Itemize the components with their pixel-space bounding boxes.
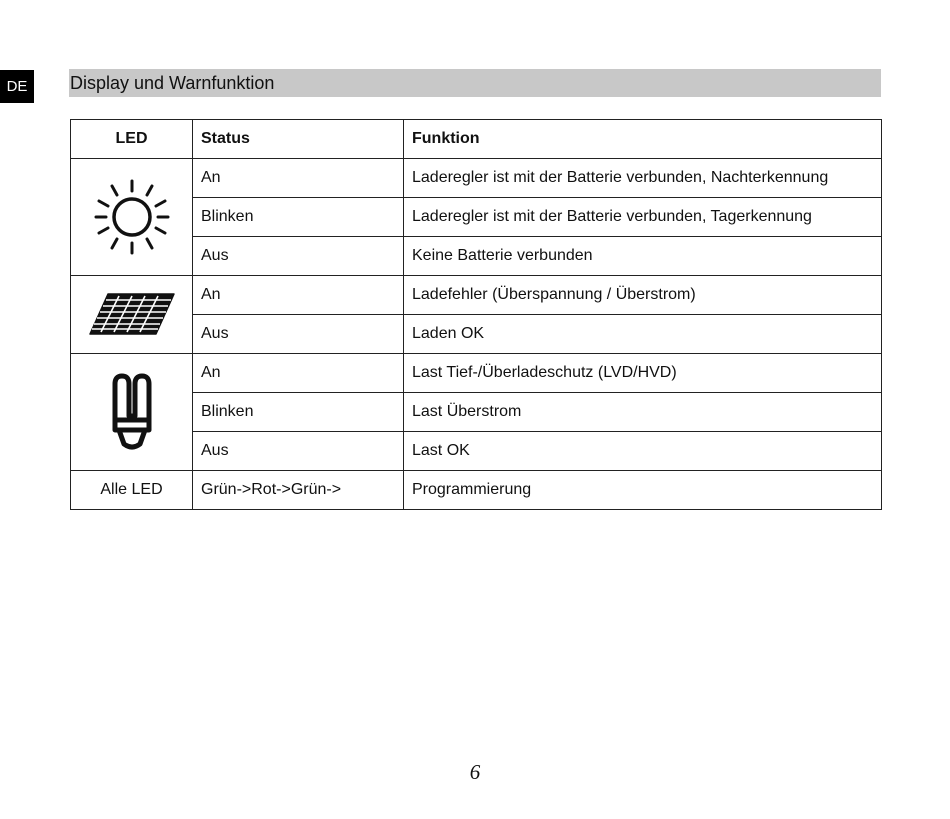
table-row — [71, 159, 882, 198]
status-cell: Aus — [193, 237, 404, 276]
funktion-cell: Laden OK — [404, 315, 882, 354]
table-row — [71, 354, 882, 393]
status-cell: Grün->Rot->Grün-> — [193, 471, 404, 510]
status-cell: Blinken — [193, 198, 404, 237]
status-cell: An — [193, 159, 404, 198]
header-status: Status — [193, 120, 404, 159]
table-row — [71, 393, 882, 432]
funktion-cell: Last Tief-/Überladeschutz (LVD/HVD) — [404, 354, 882, 393]
table-row — [71, 237, 882, 276]
funktion-cell: Programmierung — [404, 471, 882, 510]
funktion-cell: Ladefehler (Überspannung / Überstrom) — [404, 276, 882, 315]
led-cell-light-bulb — [71, 354, 193, 471]
status-cell: Aus — [193, 432, 404, 471]
section-header — [69, 69, 881, 97]
funktion-cell: Last Überstrom — [404, 393, 882, 432]
funktion-cell: Laderegler ist mit der Batterie verbunden, Nachterkennung — [404, 159, 882, 198]
header-led: LED — [71, 120, 193, 159]
table-row — [71, 198, 882, 237]
funktion-cell: Last OK — [404, 432, 882, 471]
led-status-table — [70, 119, 882, 510]
sun-icon — [94, 177, 170, 257]
page-number: 6 — [469, 760, 481, 784]
table-row — [71, 432, 882, 471]
status-cell: An — [193, 276, 404, 315]
led-cell-solar-panel — [71, 276, 193, 354]
status-cell: An — [193, 354, 404, 393]
status-cell: Blinken — [193, 393, 404, 432]
header-funktion: Funktion — [404, 120, 882, 159]
table-row — [71, 471, 882, 510]
table-row — [71, 276, 882, 315]
funktion-cell: Laderegler ist mit der Batterie verbunden, Tagerkennung — [404, 198, 882, 237]
light-bulb-icon — [107, 370, 157, 454]
status-cell: Aus — [193, 315, 404, 354]
table-header-row — [71, 120, 882, 159]
solar-panel-icon — [86, 292, 178, 338]
funktion-cell: Keine Batterie verbunden — [404, 237, 882, 276]
section-title: Display und Warnfunktion — [70, 72, 275, 93]
led-cell-sun — [71, 159, 193, 276]
led-cell-all: Alle LED — [71, 471, 193, 510]
table-row — [71, 315, 882, 354]
language-tab: DE — [0, 70, 34, 103]
